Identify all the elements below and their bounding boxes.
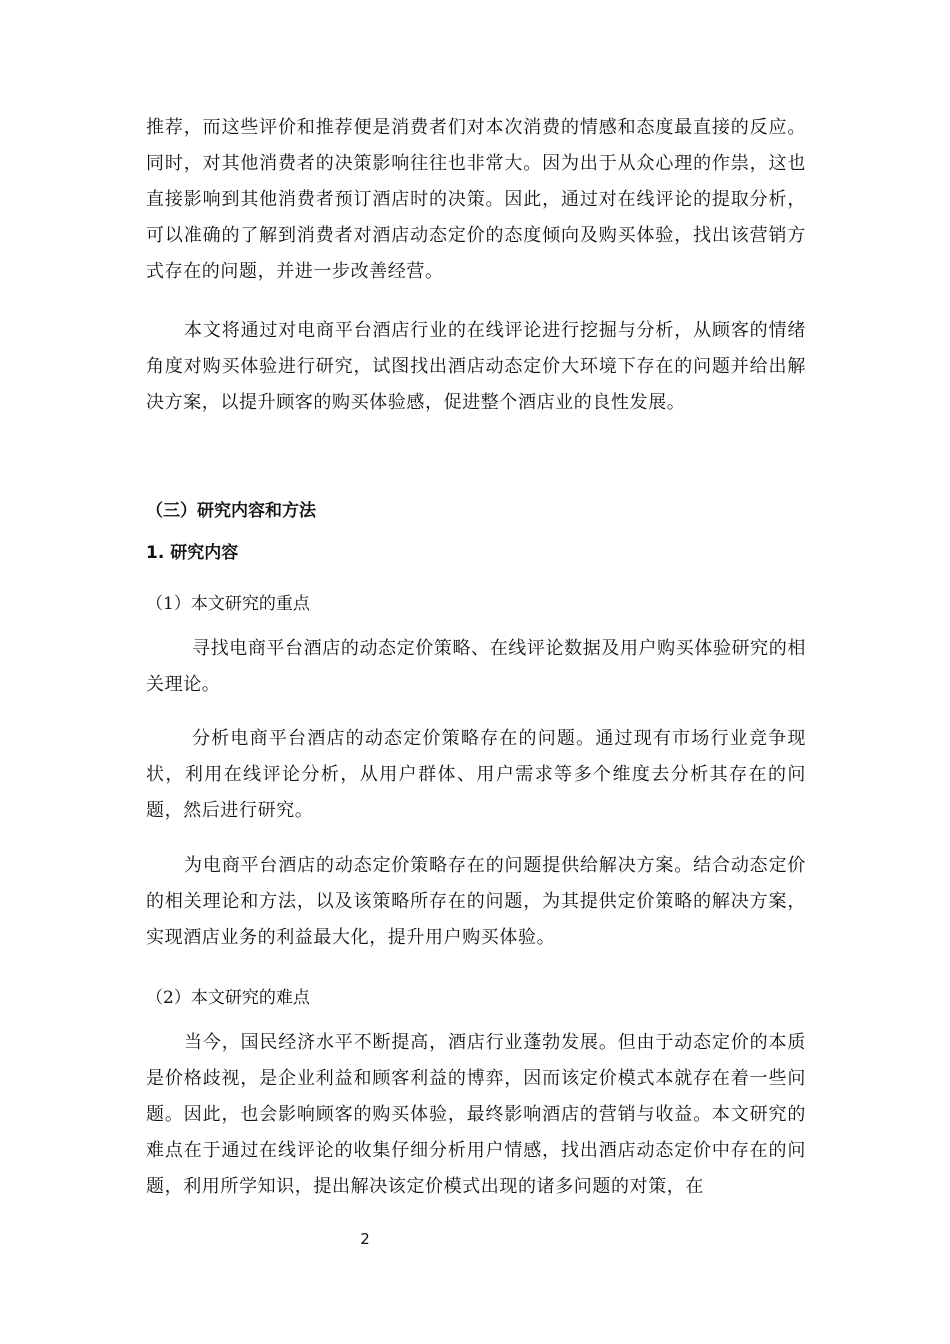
- page-number: 2: [360, 1230, 370, 1248]
- paragraph-focus-1: 寻找电商平台酒店的动态定价策略、在线评论数据及用户购买体验研究的相关理论。: [146, 638, 806, 695]
- paragraph-focus-2: 分析电商平台酒店的动态定价策略存在的问题。通过现有市场行业竞争现状，利用在线评论分析，从用户群体、用户需求等多个维度去分析其存在的问题，然后进行研究。: [146, 728, 806, 821]
- subsection-heading: 1. 研究内容: [146, 543, 239, 563]
- paragraph-intro-continued: 推荐，而这些评价和推荐便是消费者们对本次消费的情感和态度最直接的反应。同时，对其他消费者的决策影响往往也非常大。因为出于从众心理的作祟，这也直接影响到其他消费者预订酒店时的决策。因此，通过对在线评论的提取分析，可以准确的了解到消费者对酒店动态定价的态度倾向及购买体验，找出该营销方式存在的问题，并进一步改善经营。: [146, 117, 806, 282]
- item-heading-difficulty: （2）本文研究的难点: [146, 988, 310, 1008]
- item-heading-focus: （1）本文研究的重点: [146, 594, 310, 614]
- section-heading: （三）研究内容和方法: [146, 501, 316, 521]
- paragraph-focus-3: 为电商平台酒店的动态定价策略存在的问题提供给解决方案。结合动态定价的相关理论和方法，以及该策略所存在的问题，为其提供定价策略的解决方案，实现酒店业务的利益最大化，提升用户购买体验。: [146, 855, 806, 948]
- paragraph-difficulty: 当今，国民经济水平不断提高，酒店行业蓬勃发展。但由于动态定价的本质是价格歧视，是企业利益和顾客利益的博弈，因而该定价模式本就存在着一些问题。因此，也会影响顾客的购买体验，最终影响酒店的营销与收益。本文研究的难点在于通过在线评论的收集仔细分析用户情感，找出酒店动态定价中存在的问题，利用所学知识，提出解决该定价模式出现的诸多问题的对策，在: [146, 1032, 806, 1197]
- paragraph-purpose: 本文将通过对电商平台酒店行业的在线评论进行挖掘与分析，从顾客的情绪角度对购买体验进行研究，试图找出酒店动态定价大环境下存在的问题并给出解决方案，以提升顾客的购买体验感，促进整个酒店业的良性发展。: [146, 320, 806, 413]
